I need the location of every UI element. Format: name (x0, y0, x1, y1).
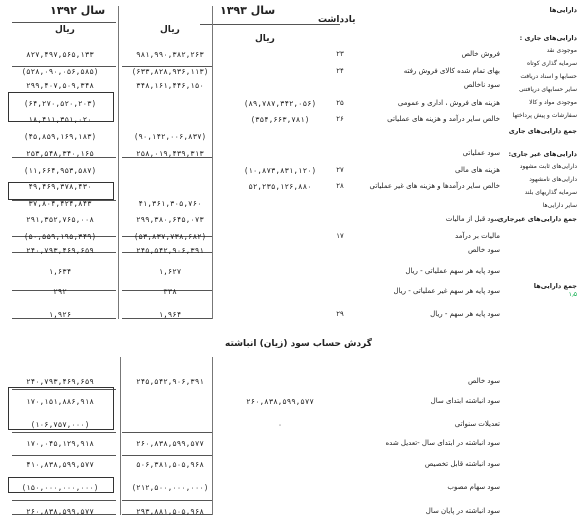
retained-row-amount-1393: ۲۹۳,۸۸۱,۵۰۵,۹۶۸ (136, 507, 204, 516)
income-row-amount-1393-inner: ۵۲,۲۳۵,۱۲۶,۸۸۰ (248, 182, 312, 191)
income-row-amount-1393: ۱,۹۶۴ (158, 310, 182, 319)
income-row-amount-1392: ۲۹۹,۴۰۷,۵۰۹,۳۴۸ (26, 81, 94, 90)
sidebar-current-item: حسابها و اسناد دریافت (520, 73, 577, 80)
income-row-amount-1392: ۲۹۱,۳۵۲,۷۶۵,۰۰۸ (26, 215, 94, 224)
header-year-1392: سال ۱۳۹۲ (50, 4, 106, 17)
income-row-label: مالیات بر درآمد (455, 232, 500, 240)
retained-row-label: سود انباشته در پایان سال (425, 507, 500, 515)
income-row-amount-1393: ۲۵۸,۰۱۹,۴۳۹,۳۱۳ (136, 149, 204, 158)
sidebar-current-item: موجودی مواد و کالا (529, 99, 577, 106)
income-row-amount-1392: ۱,۶۳۴ (48, 267, 72, 276)
income-row-label: فروش خالص (461, 50, 500, 58)
retained-row-amount-1393: ۵۰۶,۳۸۱,۵۰۵,۹۶۸ (136, 460, 204, 469)
rule (122, 432, 212, 433)
rule (122, 455, 212, 456)
rule (200, 24, 340, 25)
income-row-note: ۲۳ (336, 50, 344, 58)
retained-row-amount-1393-inner: ۰ (277, 420, 283, 429)
income-row-amount-1392: ۴۹,۴۶۹,۳۷۸,۴۳۰ (28, 182, 92, 191)
income-row-amount-1393: ۳۳۸ (163, 287, 177, 296)
sidebar-current-item: موجودی نقد (546, 47, 577, 54)
sidebar-current-heading: دارایی‌های جاری : (519, 34, 577, 42)
income-row-label: سود پایه هر سهم - ریال (430, 310, 500, 318)
income-row-amount-1393: ۳۴۸,۱۶۱,۴۴۶,۱۵۰ (136, 81, 204, 90)
rule (122, 500, 212, 501)
income-row-amount-1393-inner: (۸۹,۷۸۷,۳۴۲,۰۵۶) (243, 99, 317, 108)
income-row-label: خالص سایر درآمد و هزینه های عملیاتی (387, 115, 500, 123)
income-row-label: سود قبل از مالیات (445, 215, 500, 223)
income-row-amount-1392: (۵۲۸,۰۹۰,۰۵۶,۵۸۵) (21, 67, 99, 76)
income-row-amount-1392: (۶۴,۲۷۰,۵۲۰,۲۰۳) (23, 99, 97, 108)
retained-row-amount-1393: ۲۴۵,۵۴۲,۹۰۶,۳۹۱ (136, 377, 204, 386)
rule (12, 22, 116, 23)
income-row-amount-1393: ۲۴۵,۵۴۲,۹۰۶,۳۹۱ (136, 246, 204, 255)
income-row-label: سود پایه هر سهم غیر عملیاتی - ریال (393, 287, 500, 295)
retained-row-label: سود خالص (468, 377, 500, 385)
retained-row-label: سود انباشته در ابتدای سال -تعدیل شده (385, 439, 500, 447)
retained-row-label: تعدیلات سنواتی (454, 420, 500, 428)
retained-row-amount-1392: (۱۵۰,۰۰۰,۰۰۰,۰۰۰) (21, 483, 99, 492)
income-row-amount-1392: ۸۲۷,۴۹۷,۵۶۵,۱۳۳ (26, 50, 94, 59)
income-row-note: ۲۹ (336, 310, 344, 318)
income-row-amount-1393: (۶۳۳,۸۲۸,۹۳۶,۱۱۳) (131, 67, 209, 76)
header-currency-a93: ریال (255, 34, 275, 44)
income-row-note: ۲۶ (336, 115, 344, 123)
retained-row-amount-1393: ۲۶۰,۸۳۸,۵۹۹,۵۷۷ (136, 439, 204, 448)
retained-earnings-title: گردش حساب سود (زیان) انباشته (225, 339, 372, 349)
income-row-amount-1392: ۳۷,۸۰۴,۴۲۴,۸۴۳ (28, 199, 92, 208)
income-row-amount-1392: ۲۵۳,۵۴۸,۳۴۰,۱۶۵ (26, 149, 94, 158)
income-row-amount-1393: ۱,۶۲۷ (158, 267, 182, 276)
sidebar-current-item: سفارشات و پیش پرداختها (512, 112, 577, 119)
income-row-label: هزینه های فروش ، اداری و عمومی (397, 99, 500, 107)
sidebar-current-item: سرمایه گذاری کوتاه (527, 60, 577, 67)
income-row-amount-1392: ۱,۹۲۶ (48, 310, 72, 319)
retained-row-label: سود انباشته قابل تخصیص (424, 460, 500, 468)
income-row-label: سود پایه هر سهم عملیاتی - ریال (405, 267, 500, 275)
header-currency-b93: ریال (160, 25, 180, 35)
retained-row-amount-1392: (۱۰۶,۷۵۷,۰۰۰) (30, 420, 90, 429)
sidebar-total-current: جمع دارایی‌های جاری (508, 127, 577, 135)
income-row-amount-1392: ۲۴۰,۷۹۳,۴۶۹,۶۵۹ (26, 246, 94, 255)
income-row-amount-1393: ۴۱,۳۶۱,۳۰۵,۷۶۰ (138, 199, 202, 208)
retained-row-amount-1392: ۱۷۰,۱۵۱,۸۸۶,۹۱۸ (26, 397, 94, 406)
income-row-amount-1392: (۵۰,۵۵۹,۱۹۵,۳۴۹) (23, 232, 97, 241)
income-row-note: ۲۵ (336, 99, 344, 107)
sidebar-title: دارایی‌ها (549, 6, 577, 14)
retained-row-label: سود سهام مصوب (447, 483, 500, 491)
income-row-amount-1393: (۹۰,۱۴۲,۰۰۶,۸۳۷) (133, 132, 207, 141)
sidebar-current-item: سایر حسابهای دریافتنی (518, 86, 577, 93)
retained-row-amount-1393-inner: ۲۶۰,۸۳۸,۵۹۹,۵۷۷ (246, 397, 314, 406)
income-row-amount-1393: (۵۳,۸۳۷,۷۳۸,۶۸۲) (133, 232, 207, 241)
sidebar-noncurrent-item: سایر دارایی‌ها (542, 202, 577, 209)
income-row-label: سود ناخالص (463, 81, 500, 89)
income-row-amount-1392: (۱۱,۶۶۴,۹۵۳,۵۸۷) (23, 166, 97, 175)
income-row-note: ۲۷ (336, 166, 344, 174)
column-divider (118, 6, 119, 319)
retained-row-amount-1392: ۲۴۰,۷۹۳,۴۶۹,۶۵۹ (26, 377, 94, 386)
income-row-amount-1393-inner: (۳۵۴,۶۶۳,۷۸۱) (250, 115, 310, 124)
retained-row-amount-1392: ۱۷۰,۰۴۵,۱۲۹,۹۱۸ (26, 439, 94, 448)
rule (12, 500, 116, 501)
rule (12, 432, 116, 433)
income-row-note: ۱۷ (336, 232, 344, 240)
sidebar-total-assets: جمع دارایی‌ها (533, 282, 577, 290)
retained-row-amount-1392: ۴۱۰,۸۳۸,۵۹۹,۵۷۷ (26, 460, 94, 469)
retained-row-label: سود انباشته ابتدای سال (430, 397, 500, 405)
sidebar-total-noncurrent: جمع دارایی‌های غیرجاری (497, 215, 577, 223)
rule (12, 455, 116, 456)
sidebar-noncurrent-item: دارایی‌های نامشهود (529, 176, 577, 183)
income-row-note: ۲۴ (336, 67, 344, 75)
income-row-amount-1393: ۲۹۹,۳۸۰,۶۴۵,۰۷۳ (136, 215, 204, 224)
header-year-1393: سال ۱۳۹۳ (220, 4, 276, 17)
header-notes: یادداشت (318, 15, 356, 25)
retained-row-amount-1393: (۲۱۲,۵۰۰,۰۰۰,۰۰۰) (131, 483, 209, 492)
income-row-amount-1392: ۱۸,۴۱۱,۳۵۱,۰۲۰ (28, 115, 92, 124)
sidebar-total-assets-note: ۱٫۵ (568, 291, 577, 298)
sidebar-noncurrent-item: سرمایه گذاریهای بلند (524, 189, 577, 196)
income-row-amount-1393: ۹۸۱,۹۹۰,۳۸۲,۲۶۳ (136, 50, 204, 59)
income-row-label: خالص سایر درآمدها و هزینه های غیر عملیاتی (369, 182, 500, 190)
income-row-label: بهای تمام شده کالای فروش رفته (403, 67, 500, 75)
sidebar-noncurrent-heading: دارایی‌های غیر جاری: (508, 150, 577, 158)
sidebar-noncurrent-item: دارایی‌های ثابت مشهود (519, 163, 577, 170)
income-row-label: هزینه های مالی (455, 166, 500, 174)
income-row-label: سود خالص (468, 246, 500, 254)
income-row-label: سود عملیاتی (462, 149, 500, 157)
income-row-amount-1392: (۴۵,۸۵۹,۱۶۹,۱۸۳) (23, 132, 97, 141)
income-row-note: ۲۸ (336, 182, 344, 190)
retained-row-amount-1392: ۲۶۰,۸۳۸,۵۹۹,۵۷۷ (26, 507, 94, 516)
income-row-amount-1393-inner: (۱۰,۸۷۳,۸۳۱,۱۲۰) (243, 166, 317, 175)
header-currency-b92: ریال (55, 25, 75, 35)
income-row-amount-1392: ۲۹۲ (53, 287, 67, 296)
